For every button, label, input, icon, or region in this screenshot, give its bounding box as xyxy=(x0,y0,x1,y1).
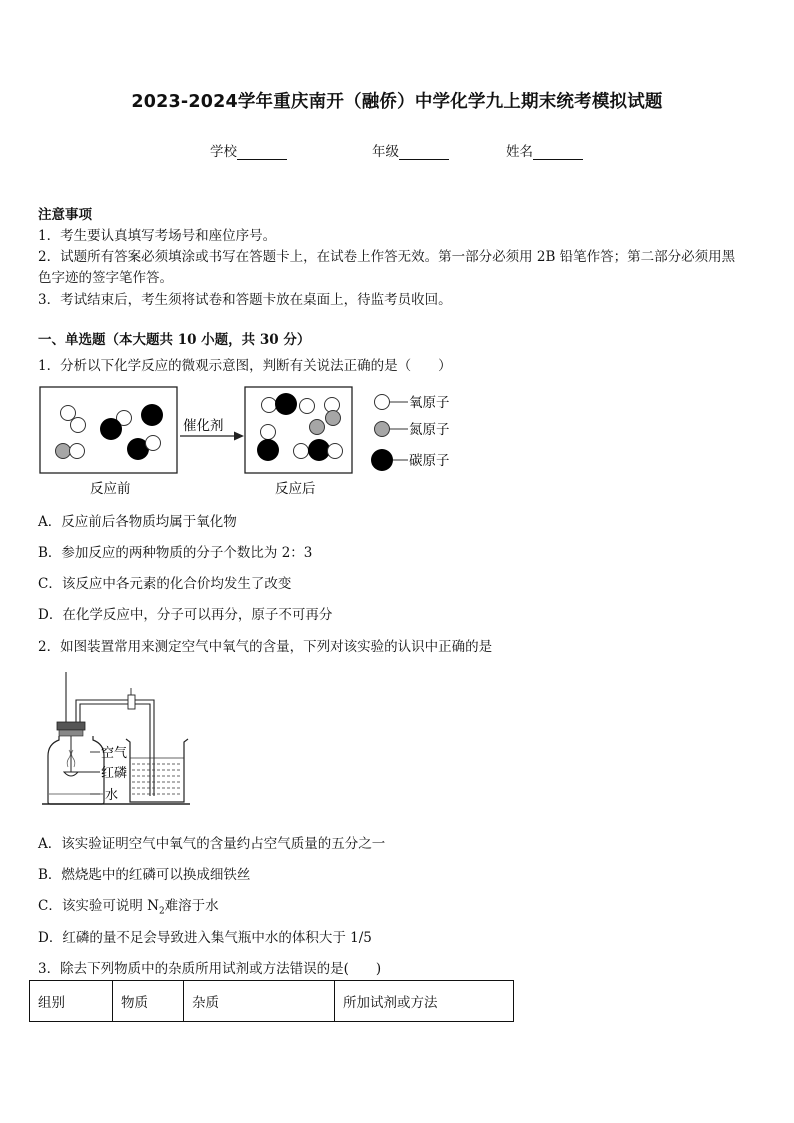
q2-option-a[interactable]: A．该实验证明空气中氧气的含量约占空气质量的五分之一 xyxy=(38,836,386,852)
q2-option-b[interactable]: B．燃烧匙中的红磷可以换成细铁丝 xyxy=(38,867,251,883)
school-blank[interactable] xyxy=(237,145,287,160)
q1-option-a[interactable]: A．反应前后各物质均属于氧化物 xyxy=(38,514,237,530)
oxygen-atom xyxy=(146,436,161,451)
legend-nitrogen-icon xyxy=(375,422,390,437)
after-label: 反应后 xyxy=(275,481,316,497)
nitrogen-atom xyxy=(310,420,325,435)
name-field[interactable] xyxy=(506,140,583,160)
oxygen-atom xyxy=(294,444,309,459)
school-field[interactable] xyxy=(210,140,287,160)
carbon-atom xyxy=(141,404,163,426)
notice-heading: 注意事项 xyxy=(38,207,92,223)
oxygen-atom xyxy=(261,425,276,440)
q1-option-b[interactable]: B．参加反应的两种物质的分子个数比为 2：3 xyxy=(38,545,313,561)
arrow-head xyxy=(234,432,244,441)
carbon-atom xyxy=(275,393,297,415)
carbon-atom xyxy=(257,439,279,461)
q1-stem: 1．分析以下化学反应的微观示意图，判断有关说法正确的是（ ） xyxy=(38,358,452,374)
oxygen-atom xyxy=(61,406,76,421)
q2-option-c-text: C．该实验可说明 N xyxy=(38,898,159,914)
notice-item: 2．试题所有答案必须填涂或书写在答题卡上，在试卷上作答无效。第一部分必须用 2B 铅笔作答；第二部分必须用黑 xyxy=(38,249,736,265)
q3-stem: 3．除去下列物质中的杂质所用试剂或方法错误的是( ) xyxy=(38,961,382,977)
name-blank[interactable] xyxy=(533,145,583,160)
water-label: 水 xyxy=(105,788,119,803)
table-row xyxy=(30,981,514,1022)
page-title: 2023-2024学年重庆南开（融侨）中学化学九上期末统考模拟试题 xyxy=(131,92,663,112)
section-heading: 一、单选题（本大题共 10 小题，共 30 分） xyxy=(38,332,311,348)
q2-option-c-text-end: 难溶于水 xyxy=(164,898,219,914)
q2-option-c[interactable] xyxy=(38,894,219,917)
legend-nitrogen-label: 氮原子 xyxy=(409,422,450,438)
legend-oxygen-icon xyxy=(375,395,390,410)
clamp xyxy=(128,695,135,709)
table-header-cell: 所加试剂或方法 xyxy=(335,981,514,1022)
notice-item: 3．考试结束后，考生须将试卷和答题卡放在桌面上，待监考员收回。 xyxy=(38,292,452,308)
phosphorus-label: 红磷 xyxy=(101,766,128,781)
oxygen-atom xyxy=(71,418,86,433)
q1-option-d[interactable]: D．在化学反应中，分子可以再分，原子不可再分 xyxy=(38,607,333,623)
oxygen-atom xyxy=(328,444,343,459)
oxygen-atom xyxy=(300,399,315,414)
legend-carbon-icon xyxy=(371,449,393,471)
nitrogen-atom xyxy=(326,411,341,426)
notice-item: 色字迹的签字笔作答。 xyxy=(38,270,173,286)
apparatus-diagram xyxy=(40,668,200,813)
grade-label: 年级 xyxy=(372,144,399,160)
name-label: 姓名 xyxy=(506,144,533,160)
table-header-cell: 物质 xyxy=(113,981,184,1022)
grade-field[interactable] xyxy=(372,140,449,160)
q3-table xyxy=(29,980,514,1022)
stopper xyxy=(57,722,85,730)
catalyst-label: 催化剂 xyxy=(183,418,224,434)
nitrogen-atom xyxy=(56,444,71,459)
subscript: 2 xyxy=(158,906,165,917)
q1-option-c[interactable]: C．该反应中各元素的化合价均发生了改变 xyxy=(38,576,292,592)
beaker xyxy=(126,739,188,802)
reaction-diagram xyxy=(30,380,470,505)
before-label: 反应前 xyxy=(90,481,131,497)
oxygen-atom xyxy=(262,398,277,413)
air-label: 空气 xyxy=(101,746,128,761)
carbon-atom xyxy=(100,418,122,440)
legend-oxygen-label: 氧原子 xyxy=(409,395,450,411)
carbon-atom xyxy=(308,439,330,461)
school-label: 学校 xyxy=(210,144,237,160)
legend-carbon-label: 碳原子 xyxy=(409,453,450,469)
q2-option-d[interactable]: D．红磷的量不足会导致进入集气瓶中水的体积大于 1/5 xyxy=(38,930,372,946)
combustion-spoon xyxy=(64,772,78,776)
grade-blank[interactable] xyxy=(399,145,449,160)
notice-item: 1．考生要认真填写考场号和座位序号。 xyxy=(38,228,277,244)
q2-stem: 2．如图装置常用来测定空气中氧气的含量，下列对该实验的认识中正确的是 xyxy=(38,639,493,655)
table-header-cell: 杂质 xyxy=(184,981,335,1022)
oxygen-atom xyxy=(70,444,85,459)
table-header-cell: 组别 xyxy=(30,981,113,1022)
